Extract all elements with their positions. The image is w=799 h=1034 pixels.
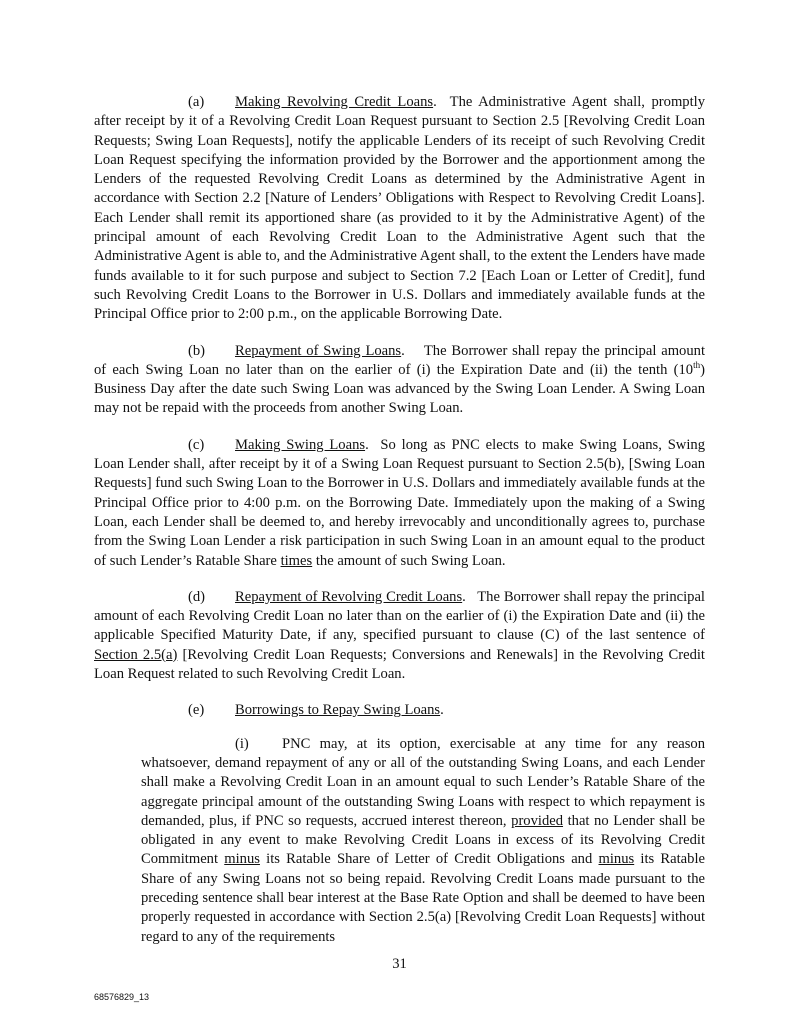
paragraph-e-i-body-4: its Ratable Share of any Swing Loans not so being repaid. Revolving Credit Loans made pursuant to the preceding sentence shall bear interest at the Base Rate Option and shall be deemed to have been properly requested in accordance with Section 2.5(a) [Revolving Credit Loan Requests] without regard to any of the requirements: [141, 851, 705, 945]
paragraph-e-i: [141, 735, 705, 947]
paragraph-c-title: Making Swing Loans: [235, 436, 366, 453]
paragraph-b-superscript: th: [693, 360, 701, 370]
paragraph-c-body-2: the amount of such Swing Loan.: [315, 552, 506, 569]
document-id: 68576829_13: [94, 992, 150, 1002]
paragraph-a-title: Making Revolving Credit Loans: [235, 94, 434, 110]
paragraph-c: (c) Making Swing Loans. So long as PNC elects to make Swing Loans, Swing Loan Lender shall, after receipt by it of a Swing Loan Request pursuant to Section 2.5(b), [Swing Loan Requests] fund such Swing Loan to the Borrower in U.S. Dollars and immediately available funds at the Principal Office prior to 4:00 p.m. on the Borrowing Date. Immediately upon the making of a Swing Loan, each Lender shall be deemed to, and hereby irrevocably and unconditionally agrees to, purchase from the Swing Loan Lender a risk participation in such Swing Loan in an amount equal to the product of such Lender’s Ratable Share times the amount of such Swing Loan.: [94, 436, 705, 569]
paragraph-d-section-ref: Section 2.5(a): [94, 646, 178, 663]
paragraph-d-title: Repayment of Revolving Credit Loans: [235, 588, 463, 605]
paragraph-e-i-label: (i): [235, 735, 249, 752]
paragraph-d-body-1: The Borrower shall repay the principal amount of each Revolving Credit Loan no later than on the earlier of (i) the Expiration Date and (ii) the applicable Specified Maturity Date, if any, specified pursuant to clause (C) of the last sentence of: [94, 588, 705, 644]
paragraph-e-i-minus-2: minus: [598, 851, 635, 868]
paragraph-a-body: The Administrative Agent shall, promptly after receipt by it of a Revolving Credit Loan Request pursuant to Section 2.5 [Revolving Credit Loan Requests; Swing Loan Requests], notify the applicable Lenders of its receipt of such Revolving Credit Loan Request specifying the information provided by the Borrower and the apportionment among the Lenders of the requested Revolving Credit Loans as determined by the Administrative Agent in accordance with Section 2.2 [Nature of Lenders’ Obligations with Respect to Revolving Credit Loans]. Each Lender shall remit its apportioned share (as provided to it by the Administrative Agent) of the principal amount of each Revolving Credit Loan to the Administrative Agent such that the Administrative Agent is able to, and the Administrative Agent shall, to the extent the Lenders have made funds available to it for such purpose and subject to Section 7.2 [Each Loan or Letter of Credit], fund such Revolving Credit Loans to the Borrower in U.S. Dollars and immediately available funds at the Principal Office prior to 2:00 p.m., on the applicable Borrowing Date.: [94, 94, 705, 323]
paragraph-b-title: Repayment of Swing Loans: [235, 342, 402, 359]
paragraph-b-label: (b): [188, 342, 206, 359]
paragraph-d-body-2: [Revolving Credit Loan Requests; Conversions and Renewals] in the Revolving Credit Loan Request related to such Revolving Credit Loan.: [94, 646, 705, 683]
paragraph-a: (a) Making Revolving Credit Loans. The Administrative Agent shall, promptly after receipt by it of a Revolving Credit Loan Request pursuant to Section 2.5 [Revolving Credit Loan Requests; Swing Loan Requests], notify the applicable Lenders of its receipt of such Revolving Credit Loan Request specifying the information provided by the Borrower and the apportionment among the Lenders of the requested Revolving Credit Loans as determined by the Administrative Agent in accordance with Section 2.2 [Nature of Lenders’ Obligations with Respect to Revolving Credit Loans]. Each Lender shall remit its apportioned share (as provided to it by the Administrative Agent) of the principal amount of each Revolving Credit Loan to the Administrative Agent such that the Administrative Agent is able to, and the Administrative Agent shall, to the extent the Lenders have made funds available to it for such purpose and subject to Section 7.2 [Each Loan or Letter of Credit], fund such Revolving Credit Loans to the Borrower in U.S. Dollars and immediately available funds at the Principal Office prior to 2:00 p.m., on the applicable Borrowing Date.: [94, 94, 705, 323]
page-number: 31: [392, 956, 407, 972]
paragraph-e-i-body-1: PNC may, at its option, exercisable at any time for any reason whatsoever, demand repayment of any or all of the outstanding Swing Loans, and each Lender shall make a Revolving Credit Loan in an amount equal to such Lender’s Ratable Share of the aggregate principal amount of the outstanding Swing Loans with respect to which repayment is demanded, plus, if PNC so requests, accrued interest thereon,: [141, 735, 705, 829]
paragraph-e: (e) Borrowings to Repay Swing Loans.: [94, 701, 705, 720]
document-body: [94, 93, 705, 964]
paragraph-e-i-body-2: that no Lender shall be obligated in any event to make Revolving Credit Loans in excess of its Revolving Credit Commitment: [141, 812, 705, 868]
paragraph-e-i-provided: provided: [511, 812, 564, 829]
paragraph-c-body-1: So long as PNC elects to make Swing Loans, Swing Loan Lender shall, after receipt by it of a Swing Loan Request pursuant to Section 2.5(b), [Swing Loan Requests] fund such Swing Loan to the Borrower in U.S. Dollars and immediately available funds at the Principal Office prior to 4:00 p.m. on the Borrowing Date. Immediately upon the making of a Swing Loan, each Lender shall be deemed to, and hereby irrevocably and unconditionally agrees to, purchase from the Swing Loan Lender a risk participation in such Swing Loan in an amount equal to the product of such Lender’s Ratable Share: [94, 436, 705, 569]
paragraph-b-body-2: ) Business Day after the date such Swing Loan was advanced by the Swing Loan Lender. A Swing Loan may not be repaid with the proceeds from another Swing Loan.: [94, 361, 705, 417]
paragraph-e-title: Borrowings to Repay Swing Loans: [235, 702, 441, 719]
paragraph-a-label: (a): [188, 94, 205, 110]
paragraph-b-body-1: The Borrower shall repay the principal amount of each Swing Loan no later than on the earlier of (i) the Expiration Date and (ii) the tenth (10: [94, 342, 705, 378]
paragraph-e-i-body-3: its Ratable Share of Letter of Credit Obligations and: [266, 851, 593, 868]
paragraph-e-label: (e): [188, 702, 205, 719]
paragraph-e-i-minus-1: minus: [224, 851, 260, 868]
paragraph-b: (b) Repayment of Swing Loans. The Borrower shall repay the principal amount of each Swing Loan no later than on the earlier of (i) the Expiration Date and (ii) the tenth (10th) Business Day after the date such Swing Loan was advanced by the Swing Loan Lender. A Swing Loan may not be repaid with the proceeds from another Swing Loan.: [94, 342, 705, 417]
paragraph-c-times: times: [280, 552, 313, 569]
paragraph-c-label: (c): [188, 436, 205, 453]
paragraph-d: (d) Repayment of Revolving Credit Loans. The Borrower shall repay the principal amount of each Revolving Credit Loan no later than on the earlier of (i) the Expiration Date and (ii) the applicable Specified Maturity Date, if any, specified pursuant to clause (C) of the last sentence of Section 2.5(a) [Revolving Credit Loan Requests; Conversions and Renewals] in the Revolving Credit Loan Request related to such Revolving Credit Loan.: [94, 588, 705, 683]
paragraph-d-label: (d): [188, 588, 206, 605]
